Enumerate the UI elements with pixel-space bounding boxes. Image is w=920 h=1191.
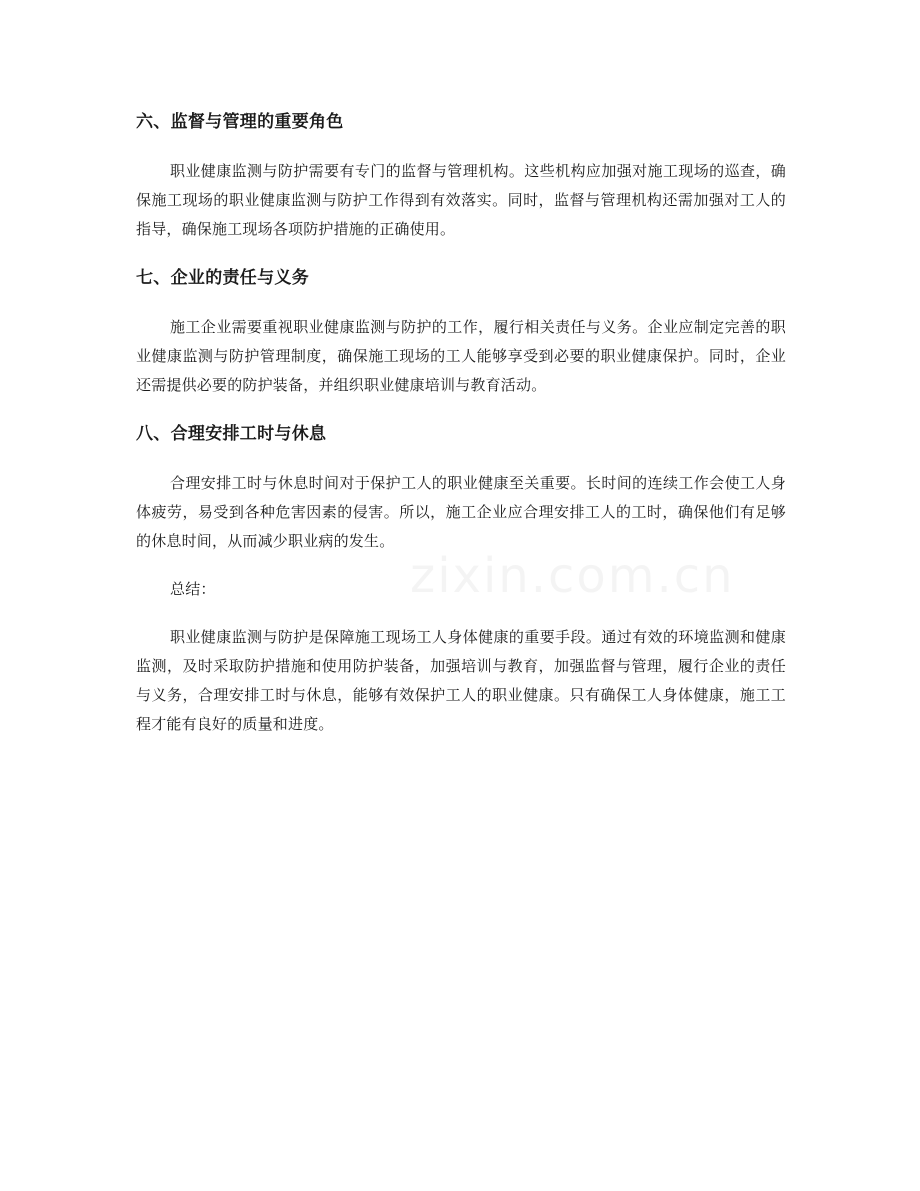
section-paragraph-8: 合理安排工时与休息时间对于保护工人的职业健康至关重要。长时间的连续工作会使工人身体疲劳，易受到各种危害因素的侵害。所以，施工企业应合理安排工人的工时，确保他们有足够的休息时间，从而减少职业病的发生。 <box>136 474 786 550</box>
section-heading-6: 六、监督与管理的重要角色 <box>136 112 344 132</box>
section-heading-8: 八、合理安排工时与休息 <box>136 424 327 444</box>
document-body <box>136 104 786 739</box>
section-heading-7: 七、企业的责任与义务 <box>136 268 309 288</box>
summary-paragraph: 职业健康监测与防护是保障施工现场工人身体健康的重要手段。通过有效的环境监测和健康监测，及时采取防护措施和使用防护装备，加强培训与教育，加强监督与管理，履行企业的责任与义务，合理安排工时与休息，能够有效保护工人的职业健康。只有确保工人身体健康，施工工程才能有良好的质量和进度。 <box>136 628 786 733</box>
section-paragraph-6: 职业健康监测与防护需要有专门的监督与管理机构。这些机构应加强对施工现场的巡查，确保施工现场的职业健康监测与防护工作得到有效落实。同时，监督与管理机构还需加强对工人的指导，确保施工现场各项防护措施的正确使用。 <box>136 162 786 238</box>
summary-label: 总结： <box>170 580 216 598</box>
section-paragraph-7: 施工企业需要重视职业健康监测与防护的工作，履行相关责任与义务。企业应制定完善的职业健康监测与防护管理制度，确保施工现场的工人能够享受到必要的职业健康保护。同时，企业还需提供必要的防护装备，并组织职业健康培训与教育活动。 <box>136 318 786 394</box>
